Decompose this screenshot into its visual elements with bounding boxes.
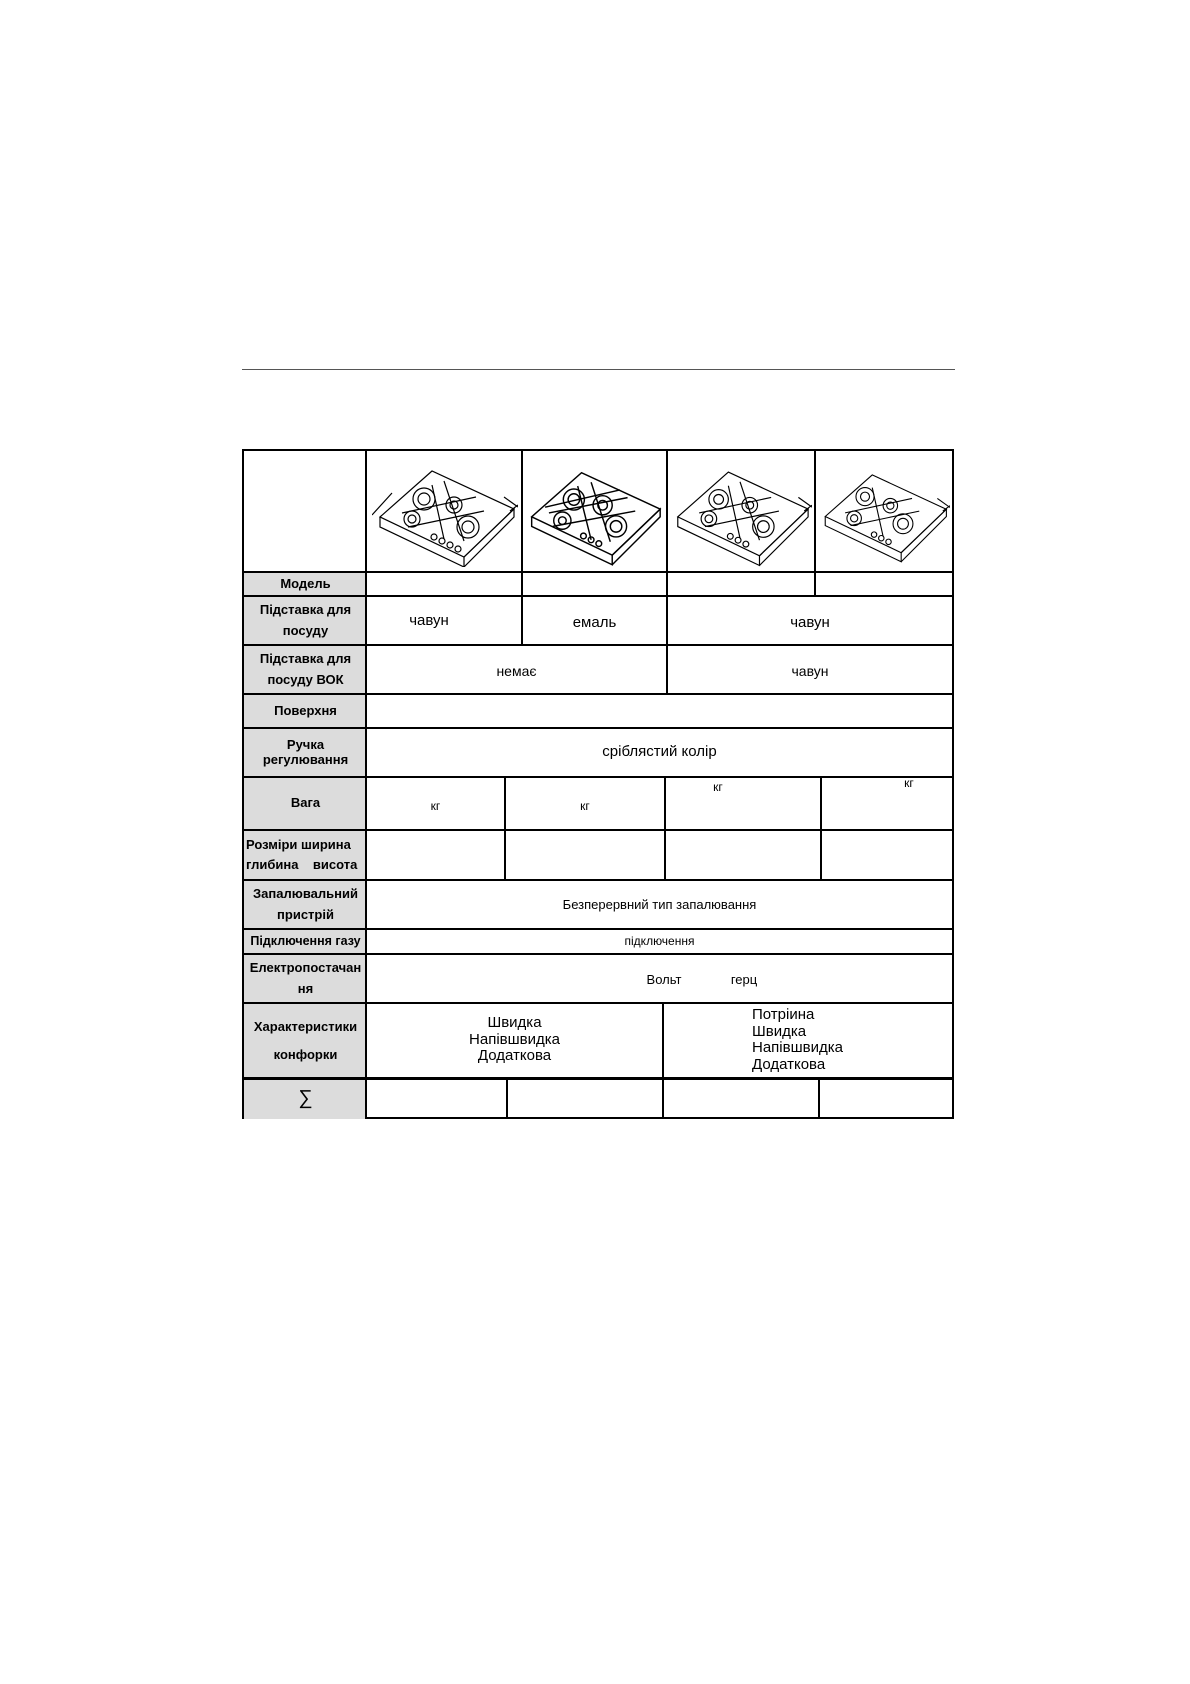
col-line — [521, 451, 523, 596]
pan-support-value: емаль — [572, 613, 617, 631]
top-rule — [242, 369, 955, 370]
row-header-gas: Підключення газу — [244, 929, 367, 954]
row-header-weight: Вага — [244, 777, 367, 830]
specifications-table — [242, 449, 954, 1119]
dimensions-label-line1: Розміри ширина — [246, 836, 351, 852]
ignition-value: Безперервний тип запалювання — [562, 896, 757, 912]
hob-icon — [818, 457, 950, 567]
weight-unit: кг — [904, 776, 914, 790]
wok-support-value: чавун — [791, 663, 829, 679]
pan-support-value: чавун — [409, 611, 449, 629]
burner-label: Швидка — [752, 1022, 807, 1040]
col-line — [506, 1079, 508, 1119]
row-header-surface: Поверхня — [244, 694, 367, 728]
col-line — [662, 1003, 664, 1078]
row-header-ignition: Запалювальний пристрій — [244, 880, 367, 929]
pan-support-value: чавун — [790, 613, 830, 631]
dimensions-label-line2: глибина висота — [246, 857, 358, 872]
row-header-power: Електропостачання — [244, 954, 367, 1003]
hob-icon — [524, 457, 664, 567]
power-hertz: герц — [730, 971, 758, 987]
col-line — [814, 451, 816, 596]
row-header-burners: Характеристики конфорки — [244, 1003, 367, 1078]
col-line — [666, 451, 668, 596]
gas-value: підключення — [624, 934, 695, 948]
hob-icon — [670, 457, 812, 567]
weight-unit: кг — [580, 799, 590, 813]
burner-label: Напівшвидка — [469, 1030, 560, 1048]
row-line — [244, 953, 952, 955]
row-header-knob: Ручка регулювання — [244, 728, 367, 777]
row-line — [244, 571, 952, 573]
weight-unit: кг — [713, 780, 723, 794]
hob-icon — [372, 457, 518, 567]
header-blank — [244, 451, 367, 572]
row-header-pan-support: Підставка для посуду — [244, 596, 367, 645]
burners-left — [367, 1003, 662, 1077]
burner-label: Потріина — [752, 1006, 815, 1023]
row-header-sum: ∑ — [244, 1078, 367, 1119]
col-line — [662, 1079, 664, 1119]
row-line — [244, 829, 952, 831]
row-line-thick — [244, 1077, 954, 1080]
burner-label: Напівшвидка — [752, 1039, 843, 1056]
burner-label: Додаткова — [752, 1055, 826, 1073]
knob-value: сріблястий колір — [602, 742, 717, 760]
row-header-model: Модель — [244, 572, 367, 596]
row-header-dimensions — [244, 830, 367, 880]
row-header-wok-support: Підставка для посуду ВОК — [244, 645, 367, 694]
burners-right — [752, 1003, 952, 1077]
wok-support-value: немає — [496, 663, 537, 679]
burner-label: Швидка — [487, 1014, 542, 1032]
col-line — [818, 1079, 820, 1119]
weight-unit: кг — [430, 799, 441, 813]
power-volt: Вольт — [646, 971, 682, 987]
burner-label: Додаткова — [477, 1047, 552, 1065]
